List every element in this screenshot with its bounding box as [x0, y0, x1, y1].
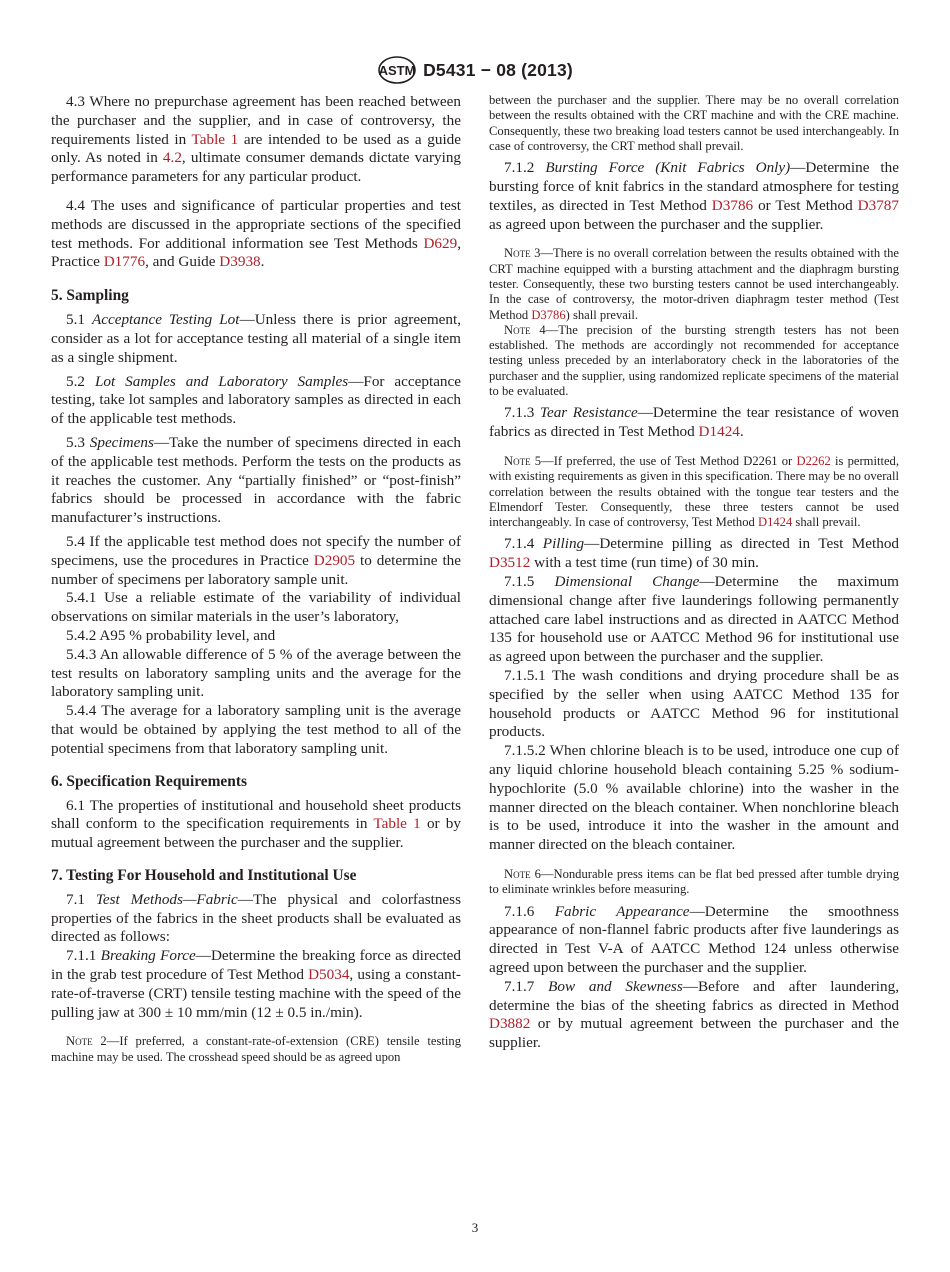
- note-2-continued: between the purchaser and the supplier. There may be no overall correlation between the results obtained with the CRT machine and with the CRE machine. Consequently, these two breaking load testers cannot be used interchangeably. In case of controversy, the CRT method shall prevail.: [489, 93, 899, 153]
- section-heading-specification: 6. Specification Requirements: [51, 772, 247, 790]
- text: —The precision of the bursting strength testers has not been established. The methods are accordingly not recommended for acceptance testing unless preceded by an interlaboratory check in the laboratories of the purchaser and the supplier, using randomized replicate specimens of the material to be evaluated.: [489, 322, 899, 399]
- paragraph-7-1-5-2: 7.1.5.2 When chlorine bleach is to be used, introduce one cup of any liquid chlorine household bleach containing 5.25 % sodium-hypochlorite (5.0 % available chlorine) into the washer in the manner directed on the bleach container. When nonchlorine bleach is to be used, introduce it into the washer in the amount and manner directed on the bleach container.: [489, 742, 899, 854]
- text: —If preferred, a constant-rate-of-extension (CRE) tensile testing machine may be used. The crosshead speed should be as agreed upon: [51, 1034, 461, 1064]
- num: 5.3: [66, 433, 90, 451]
- title: Specimens: [89, 433, 154, 451]
- link-d1424[interactable]: D1424: [698, 423, 740, 441]
- link-d629[interactable]: D629: [423, 234, 458, 252]
- link-section-4-2[interactable]: 4.2: [162, 149, 182, 167]
- paragraph-7-1-1: [51, 947, 461, 1022]
- text: —If preferred, the use of Test Method D2261 or: [541, 453, 797, 468]
- link-d1776[interactable]: D1776: [103, 253, 146, 271]
- text: .: [260, 253, 265, 271]
- text: —Determine the smoothness appearance of non-flannel fabric products after five launderings as directed in Test V-A of AATCC Method 124 unless otherwise agreed upon between the purchaser and the supplier.: [489, 902, 900, 976]
- num: 7.1.3: [504, 404, 540, 422]
- right-column: [489, 93, 899, 1053]
- paragraph-5-4-2: 5.4.2 A95 % probability level, and: [66, 626, 276, 644]
- note-5: [489, 454, 899, 530]
- text: —Before and after laundering, determine the bias of the sheeting fabrics as directed in Method: [489, 977, 899, 1014]
- text: , ultimate consumer demands dictate varying performance parameters for any particular product.: [51, 149, 462, 186]
- page-header: [0, 55, 950, 85]
- text: —Nondurable press items can be flat bed pressed after tumble drying to eliminate wrinkles before measuring.: [489, 866, 900, 897]
- paragraph-5-4-1: 5.4.1 Use a reliable estimate of the variability of individual observations on similar materials in the user’s laboratory,: [51, 589, 461, 626]
- num: 7.1.6: [504, 902, 555, 920]
- text: is permitted, with existing requirements as given in this specification. There may be no overall correlation between the results obtained with the tongue tear testers and the Elmendorf Tester. Consequently, these three testers cannot be used interchangeably. In case of controversy, Test Method: [489, 453, 900, 530]
- text: —The physical and colorfastness properties of the fabrics in the sheet products shall be evaluated as directed as follows:: [51, 890, 461, 946]
- link-table-1[interactable]: Table 1: [373, 815, 421, 833]
- note-label: Note: [504, 453, 531, 468]
- link-d3787[interactable]: D3787: [857, 196, 899, 214]
- text: —For acceptance testing, take lot samples and laboratory samples as directed in each of the applicable test methods.: [51, 372, 462, 428]
- text: shall prevail.: [792, 515, 861, 530]
- link-d3786[interactable]: D3786: [531, 307, 566, 322]
- paragraph-5-3: [51, 434, 461, 528]
- text: or by mutual agreement between the purchaser and the supplier.: [489, 1015, 899, 1052]
- text: —Determine the maximum dimensional change after five launderings following permanently attached care label instructions and as directed in AATCC Method 135 for household use or AATCC Method 96 for institutional use as agreed upon between the purchaser and the supplier.: [489, 573, 899, 666]
- num: 5.2: [66, 372, 95, 390]
- num: 7.1.5: [504, 573, 555, 591]
- text: —Unless there is prior agreement, consider as a lot for acceptance testing all material of a single item as a single shipment.: [51, 311, 462, 366]
- link-d3512[interactable]: D3512: [489, 554, 531, 572]
- num: 7.1.7: [504, 977, 549, 995]
- title: Tear Resistance: [539, 404, 638, 422]
- paragraph-7-1-5-1: 7.1.5.1 The wash conditions and drying procedure shall be as specified by the seller when using AATCC Method 135 for household products or AATCC Method 96 for institutional products.: [489, 667, 899, 741]
- paragraph-7-1-6: [489, 903, 899, 978]
- text: ) shall prevail.: [565, 307, 639, 322]
- text: or Test Method: [753, 196, 858, 214]
- note-label: Note: [504, 246, 531, 261]
- text: 4.3 Where no prepurchase agreement has been reached between the purchaser and the supplier, and in case of controversy, the requirements listed in: [51, 93, 461, 148]
- link-d5034[interactable]: D5034: [308, 966, 350, 984]
- note-label: Note: [504, 866, 531, 881]
- paragraph-5-4: [51, 533, 461, 589]
- text: 4.4 The uses and significance of particular properties and test methods are discussed in the appropriate sections of the specified test methods. For additional information see Test Methods: [51, 196, 461, 252]
- note-4: [489, 323, 899, 399]
- num: 7.1.1: [66, 947, 101, 965]
- paragraph-5-1: [51, 311, 461, 367]
- paragraph-5-4-3: 5.4.3 An allowable difference of 5 % of the average between the test results on laboratory sampling units and the average for the laboratory sampling unit.: [51, 645, 461, 701]
- paragraph-7-1-5: [489, 573, 899, 667]
- link-d1424[interactable]: D1424: [757, 515, 793, 530]
- num: 7.1: [66, 890, 96, 908]
- title: Breaking Force: [100, 947, 196, 965]
- text: .: [739, 423, 744, 441]
- paragraph-7-1-3: [489, 404, 899, 442]
- section-heading-testing: 7. Testing For Household and Institutional Use: [51, 866, 357, 884]
- num: 7.1.2: [504, 159, 546, 177]
- title: Lot Samples and Laboratory Samples: [94, 372, 349, 390]
- note-number: 5: [530, 453, 542, 468]
- text: as agreed upon between the purchaser and the supplier.: [489, 215, 824, 233]
- link-table-1[interactable]: Table 1: [191, 130, 239, 148]
- title: Acceptance Testing Lot: [91, 311, 240, 329]
- section-heading-sampling: 5. Sampling: [51, 287, 129, 305]
- paragraph-7-1-2: [489, 159, 899, 234]
- paragraph-7-1-4: [489, 535, 899, 573]
- note-number: 2: [92, 1034, 107, 1049]
- link-d2262[interactable]: D2262: [796, 453, 831, 468]
- paragraph-5-2: [51, 373, 461, 429]
- paragraph-7-1-7: [489, 978, 899, 1053]
- link-d2905[interactable]: D2905: [313, 551, 356, 569]
- note-3: [489, 246, 899, 322]
- paragraph-5-4-4: 5.4.4 The average for a laboratory sampling unit is the average that would be obtained by applying the test method to all of the potential specimens from that laboratory sampling unit.: [51, 702, 461, 757]
- text: —Determine the tear resistance of woven fabrics as directed in Test Method: [489, 404, 899, 441]
- paragraph-4-3: [51, 93, 461, 187]
- link-d3938[interactable]: D3938: [219, 253, 261, 271]
- title: Bursting Force (Knit Fabrics Only): [545, 159, 791, 177]
- link-d3882[interactable]: D3882: [489, 1015, 531, 1033]
- text: are intended to be used as a guide only. As noted in: [51, 130, 461, 167]
- text: with a test time (run time) of 30 min.: [530, 554, 759, 572]
- text: —Determine the bursting force of knit fabrics in the standard atmosphere for testing textiles, as directed in Test Method: [489, 159, 899, 214]
- paragraph-6-1: [51, 797, 461, 853]
- text: —Determine the breaking force as directed in the grab test procedure of Test Method: [51, 947, 461, 984]
- astm-logo-icon: [377, 55, 417, 85]
- num: 7.1.4: [504, 535, 543, 553]
- svg-text:ASTM: ASTM: [378, 63, 416, 78]
- link-d3786[interactable]: D3786: [711, 196, 754, 214]
- note-label: Note: [66, 1034, 93, 1049]
- text: , and Guide: [145, 253, 220, 271]
- text: , Practice: [51, 234, 461, 271]
- title: Fabric Appearance: [554, 902, 690, 920]
- title: Dimensional Change: [554, 573, 700, 591]
- note-2: [51, 1034, 461, 1065]
- text: 6.1 The properties of institutional and household sheet products shall conform to the specification requirements in: [51, 796, 461, 833]
- text: —There is no overall correlation between the results obtained with the CRT machine equipped with a bursting attachment and the diaphragm bursting tester. Consequently, these two bursting testers cannot be used interchangeably. In the case of controversy, the motor-driven diaphragm tester method (Test Method: [489, 246, 899, 322]
- page-number: 3: [471, 1220, 479, 1235]
- document-id: D5431 − 08 (2013): [423, 59, 573, 80]
- text: to determine the number of specimens per laboratory sample unit.: [51, 551, 461, 588]
- note-number: 3: [530, 246, 541, 261]
- title: Bow and Skewness: [548, 977, 683, 995]
- title: Pilling: [542, 535, 585, 553]
- paragraph-4-4: [51, 197, 461, 272]
- text: —Take the number of specimens directed in each of the applicable test methods. Perform the tests on the products as it reaches the customer. Any “partially finished” or “post-finish” fabrics should be processed in accordance with the fabric manufacturer’s instructions.: [51, 433, 462, 527]
- note-number: 4: [530, 322, 546, 337]
- note-6: [489, 867, 899, 898]
- text: —Determine pilling as directed in Test Method: [584, 535, 900, 553]
- text: or by mutual agreement between the purchaser and the supplier.: [51, 815, 461, 852]
- num: 5.1: [66, 311, 92, 329]
- note-label: Note: [504, 322, 531, 337]
- title: Test Methods—Fabric: [95, 890, 238, 908]
- note-number: 6: [530, 866, 541, 881]
- text: , using a constant-rate-of-traverse (CRT) tensile testing machine with the speed of the pulling jaw at 300 ± 10 mm/min (12 ± 0.5 in./min).: [51, 966, 461, 1021]
- text: 5.4 If the applicable test method does not specify the number of specimens, use the procedures in Practice: [51, 532, 461, 569]
- paragraph-7-1: [51, 891, 461, 947]
- left-column: [51, 93, 461, 1065]
